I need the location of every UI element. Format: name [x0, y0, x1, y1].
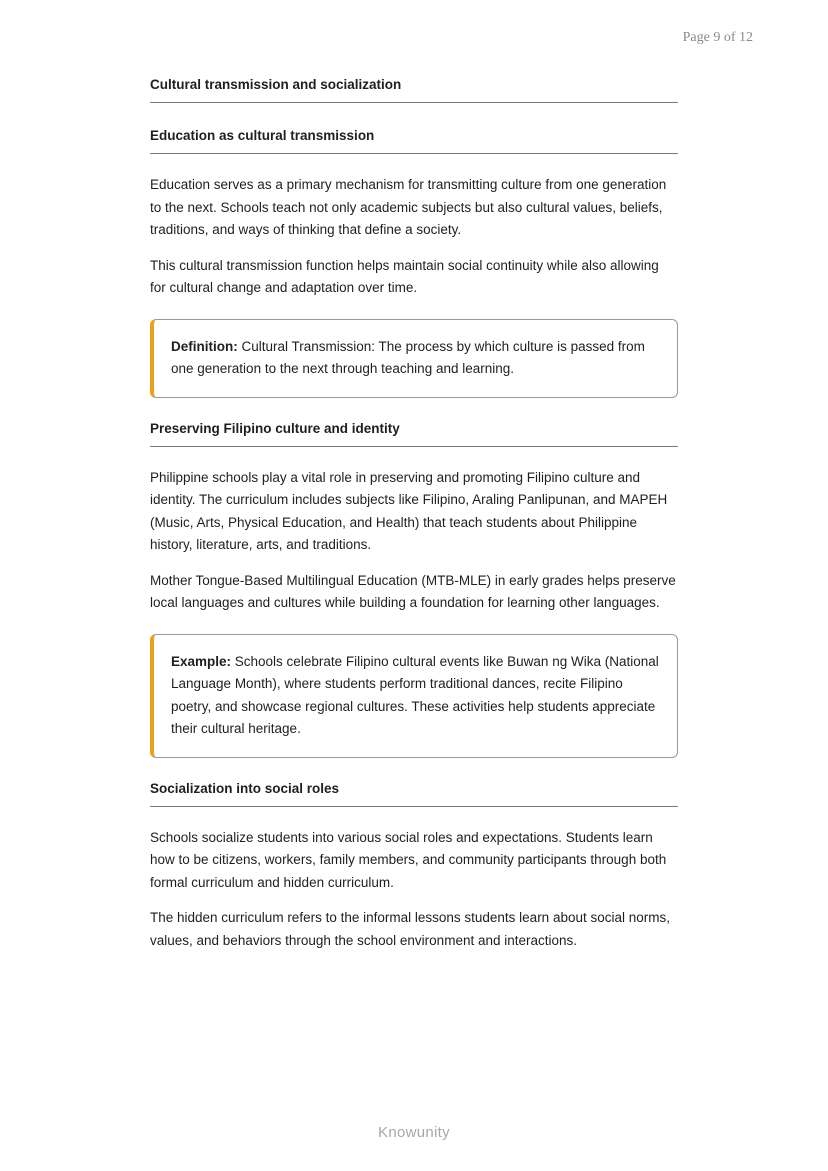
example-callout — [150, 634, 678, 758]
page-number: Page 9 of 12 — [682, 30, 753, 45]
socialization-paragraph-1: Schools socialize students into various social roles and expectations. Students learn how to be citizens, workers, family members, and community participants through both formal curriculum and hidden curriculum. — [150, 829, 667, 890]
education-paragraph-1: Education serves as a primary mechanism for transmitting culture from one generation to the next. Schools teach not only academic subjects but also cultural values, beliefs, traditions, and ways of thinking that define a society. — [150, 177, 667, 237]
footer-brand: Knowunity — [378, 1124, 450, 1141]
socialization-heading: Socialization into social roles — [150, 772, 678, 807]
definition-text: Cultural Transmission: The process by which culture is passed from one generation to the next through teaching and learning. — [171, 338, 645, 376]
filipino-paragraph-1: Philippine schools play a vital role in preserving and promoting Filipino culture and identity. The curriculum includes subjects like Filipino, Araling Panlipunan, and MAPEH (Music, Arts, Physical Education, and Health) that teach students about Philippine history, literature, arts, and traditions. — [150, 469, 668, 552]
example-label: Example: — [171, 653, 235, 669]
main-section-heading: Cultural transmission and socialization — [150, 68, 678, 103]
example-text: Schools celebrate Filipino cultural events like Buwan ng Wika (National Language Month), where students perform traditional dances, recite Filipino poetry, and showcase regional cultures. These activities help students appreciate their cultural heritage. — [171, 653, 659, 736]
document-body — [150, 68, 678, 952]
socialization-paragraph-2: The hidden curriculum refers to the informal lessons students learn about social norms, values, and behaviors through the school environment and interactions. — [150, 910, 671, 948]
filipino-paragraph-2: Mother Tongue-Based Multilingual Education (MTB-MLE) in early grades helps preserve local languages and cultures while building a foundation for learning other languages. — [150, 572, 676, 610]
education-paragraph-2: This cultural transmission function helps maintain social continuity while also allowing for cultural change and adaptation over time. — [150, 257, 659, 295]
definition-callout — [150, 319, 678, 398]
filipino-heading: Preserving Filipino culture and identity — [150, 412, 678, 447]
definition-label: Definition: — [171, 338, 242, 354]
education-heading: Education as cultural transmission — [150, 119, 678, 154]
